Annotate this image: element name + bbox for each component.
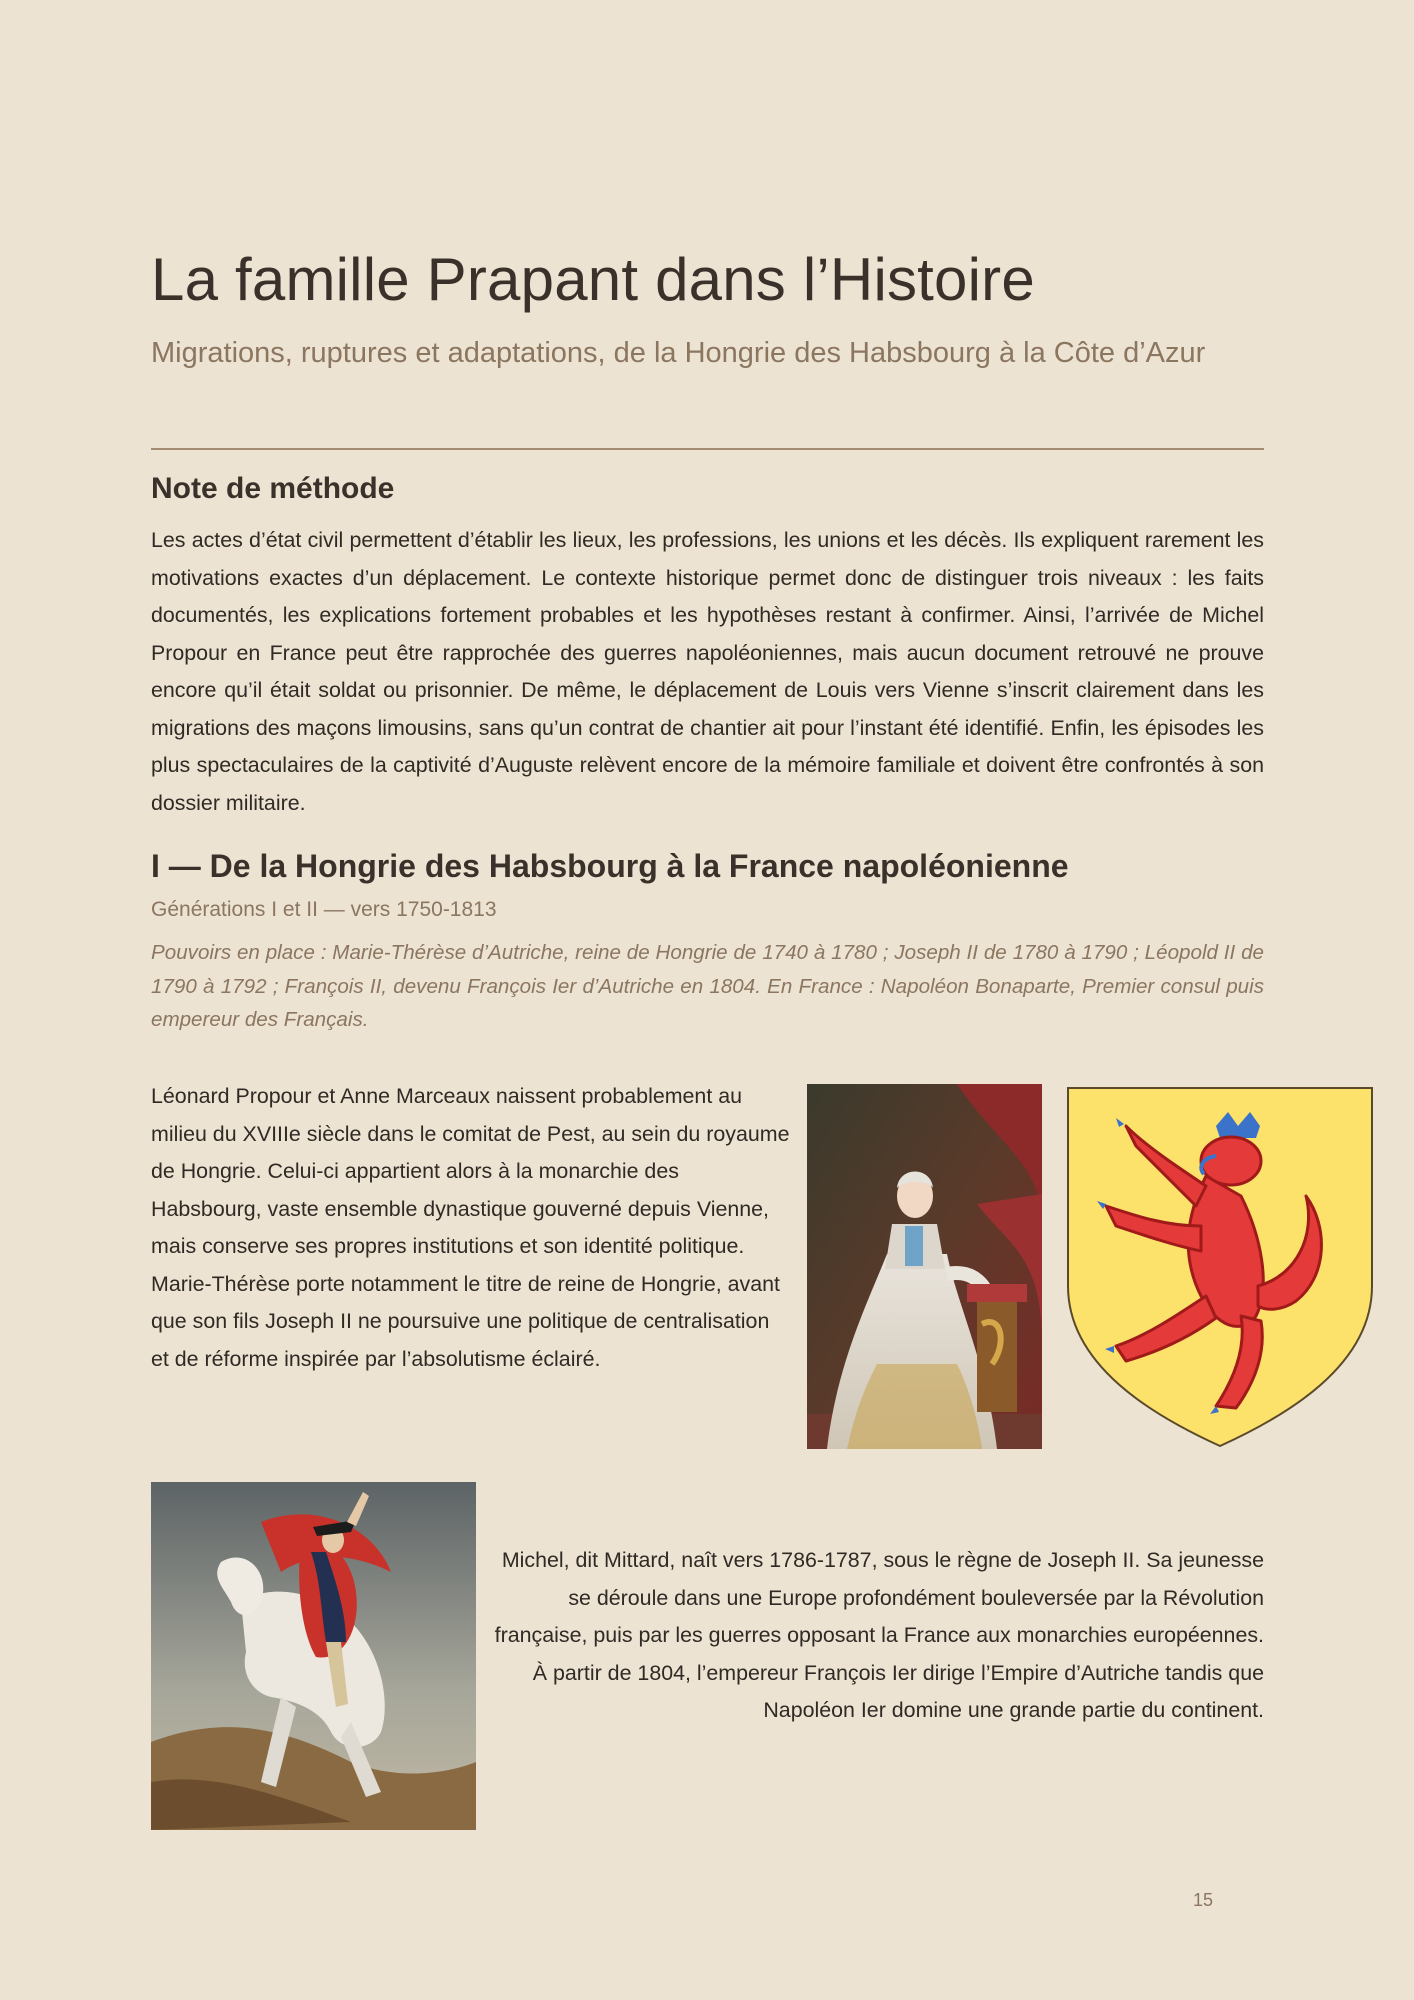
section-subheading: Générations I et II — vers 1750-1813 (151, 898, 497, 921)
page-title: La famille Prapant dans l’Histoire (151, 246, 1035, 313)
method-heading: Note de méthode (151, 472, 395, 505)
page-subtitle: Migrations, ruptures et adaptations, de la Hongrie des Habsbourg à la Côte d’Azur (151, 337, 1206, 369)
section-heading: I — De la Hongrie des Habsbourg à la France napoléonienne (151, 848, 1069, 884)
napoleon-painting (151, 1482, 476, 1830)
title-divider (151, 448, 1264, 450)
page-number: 15 (1192, 1890, 1213, 1910)
paragraph-michel: Michel, dit Mittard, naît vers 1786-1787, sous le règne de Joseph II. Sa jeunesse se déroule dans une Europe profondément bouleversée par la Révolution française, puis par les guerres opposant la France aux monarchies européennes. À partir de 1804, l’empereur François Ier dirige l’Empire d’Autriche tandis que Napoléon Ier domine une grande partie du continent. (494, 1548, 1264, 1722)
paragraph-leonard: Léonard Propour et Anne Marceaux naissent probablement au milieu du XVIIIe siècle dans le comitat de Pest, au sein du royaume de Hongrie. Celui-ci appartient alors à la monarchie des Habsbourg, vaste ensemble dynastique gouverné depuis Vienne, mais conserve ses propres institutions et son identité politique. Marie-Thérèse porte notamment le titre de reine de Hongrie, avant que son fils Joseph II ne poursuive une politique de centralisation et de réforme inspirée par l’absolutisme éclairé. (151, 1084, 790, 1371)
maria-theresa-portrait (807, 1084, 1042, 1449)
method-paragraph: Les actes d’état civil permettent d’établir les lieux, les professions, les unions et les décès. Ils expliquent rarement les motivations exactes d’un déplacement. Le contexte historique permet donc de distinguer trois niveaux : les faits documentés, les explications fortement probables et les hypothèses restant à confirmer. Ainsi, l’arrivée de Michel Propour en France peut être rapprochée des guerres napoléoniennes, mais aucun document retrouvé ne prouve encore qu’il était soldat ou prisonnier. De même, le déplacement de Louis vers Vienne s’inscrit clairement dans les migrations des maçons limousins, sans qu’un contrat de chantier ait pour l’instant été identifié. Enfin, les épisodes les plus spectaculaires de la captivité d’Auguste relèvent encore de la mémoire familiale et doivent être confrontés à son dossier militaire. (151, 528, 1264, 815)
powers-note: Pouvoirs en place : Marie-Thérèse d’Autriche, reine de Hongrie de 1740 à 1780 ; Joseph II de 1780 à 1790 ; Léopold II de 1790 à 1792 ; François II, devenu François Ier d’Autriche en 1804. En France : Napoléon Bonaparte, Premier consul puis empereur des Français. (151, 941, 1264, 1031)
coat-of-arms-image (1066, 1086, 1374, 1448)
